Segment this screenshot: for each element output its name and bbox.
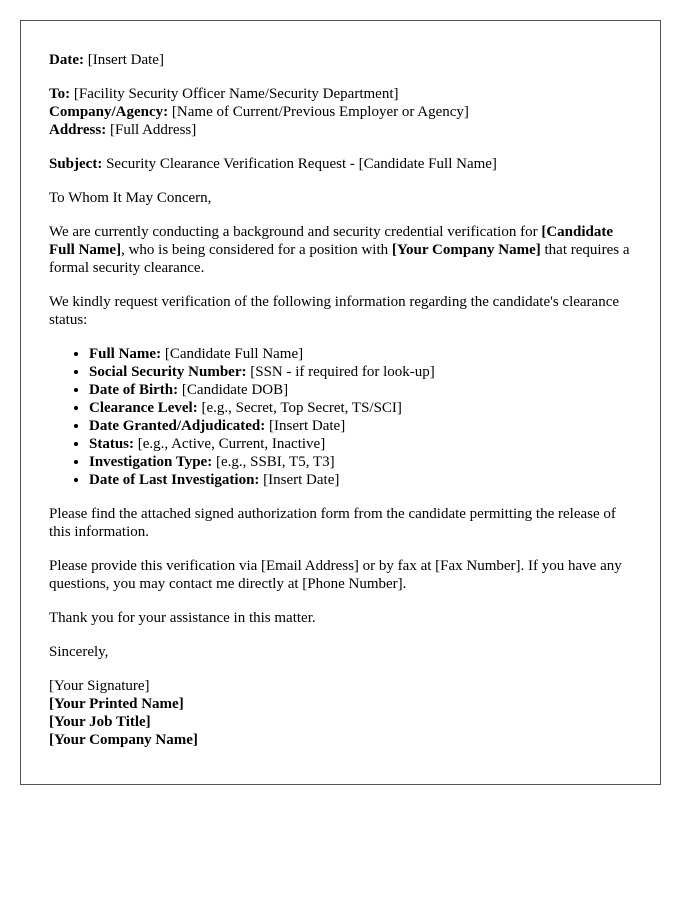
list-item bbox=[89, 363, 632, 381]
intro-paragraph bbox=[49, 223, 632, 277]
sign-off: Sincerely, bbox=[49, 644, 109, 660]
list-item bbox=[89, 381, 632, 399]
date-value: [Insert Date] bbox=[87, 52, 164, 68]
printed-name: [Your Printed Name] bbox=[49, 696, 184, 712]
item-label: Clearance Level: bbox=[89, 400, 198, 416]
company-name: [Your Company Name] bbox=[391, 242, 541, 258]
thanks-paragraph: Thank you for your assistance in this matter. bbox=[49, 610, 316, 626]
letter bbox=[20, 20, 661, 785]
to-label: To: bbox=[49, 86, 71, 102]
intro-text: that requires a formal security clearance. bbox=[49, 242, 630, 276]
contact-paragraph: Please provide this verification via [Email Address] or by fax at [Fax Number]. If you have any questions, you may contact me directly at [Phone Number]. bbox=[49, 558, 622, 592]
signer-company: [Your Company Name] bbox=[49, 732, 198, 748]
date-line bbox=[49, 51, 632, 69]
item-value: [Candidate Full Name] bbox=[164, 346, 304, 362]
address-value: [Full Address] bbox=[109, 122, 197, 138]
list-item bbox=[89, 453, 632, 471]
item-label: Full Name: bbox=[89, 346, 162, 362]
address-label: Address: bbox=[49, 122, 107, 138]
date-label: Date: bbox=[49, 52, 84, 68]
list-item bbox=[89, 399, 632, 417]
to-value: [Facility Security Officer Name/Security Department] bbox=[73, 86, 399, 102]
item-label: Date of Birth: bbox=[89, 382, 179, 398]
item-value: [SSN - if required for look-up] bbox=[250, 364, 435, 380]
recipient-block bbox=[49, 85, 632, 139]
intro-text: , who is being considered for a position with bbox=[121, 242, 389, 258]
item-value: [Insert Date] bbox=[269, 418, 346, 434]
list-item bbox=[89, 471, 632, 489]
item-label: Social Security Number: bbox=[89, 364, 247, 380]
item-label: Investigation Type: bbox=[89, 454, 213, 470]
item-value: [e.g., Active, Current, Inactive] bbox=[137, 436, 326, 452]
job-title: [Your Job Title] bbox=[49, 714, 151, 730]
signature: [Your Signature] bbox=[49, 678, 150, 694]
subject-value: Security Clearance Verification Request - [Candidate Full Name] bbox=[106, 156, 497, 172]
company-value: [Name of Current/Previous Employer or Agency] bbox=[171, 104, 469, 120]
item-label: Date of Last Investigation: bbox=[89, 472, 260, 488]
list-item bbox=[89, 417, 632, 435]
subject-label: Subject: bbox=[49, 156, 103, 172]
item-value: [Candidate DOB] bbox=[181, 382, 289, 398]
verification-list bbox=[49, 345, 632, 489]
item-label: Date Granted/Adjudicated: bbox=[89, 418, 266, 434]
subject-line bbox=[49, 155, 632, 173]
request-paragraph: We kindly request verification of the following information regarding the candidate's clearance status: bbox=[49, 294, 620, 328]
item-label: Status: bbox=[89, 436, 135, 452]
item-value: [Insert Date] bbox=[263, 472, 340, 488]
intro-text: We are currently conducting a background and security credential verification for bbox=[49, 224, 538, 240]
candidate-name: [Candidate Full Name] bbox=[49, 224, 614, 258]
list-item bbox=[89, 435, 632, 453]
item-value: [e.g., SSBI, T5, T3] bbox=[215, 454, 335, 470]
attachment-paragraph: Please find the attached signed authorization form from the candidate permitting the release of this information. bbox=[49, 506, 616, 540]
signature-block bbox=[49, 677, 632, 749]
salutation: To Whom It May Concern, bbox=[49, 190, 212, 206]
company-label: Company/Agency: bbox=[49, 104, 169, 120]
list-item bbox=[89, 345, 632, 363]
item-value: [e.g., Secret, Top Secret, TS/SCI] bbox=[201, 400, 402, 416]
